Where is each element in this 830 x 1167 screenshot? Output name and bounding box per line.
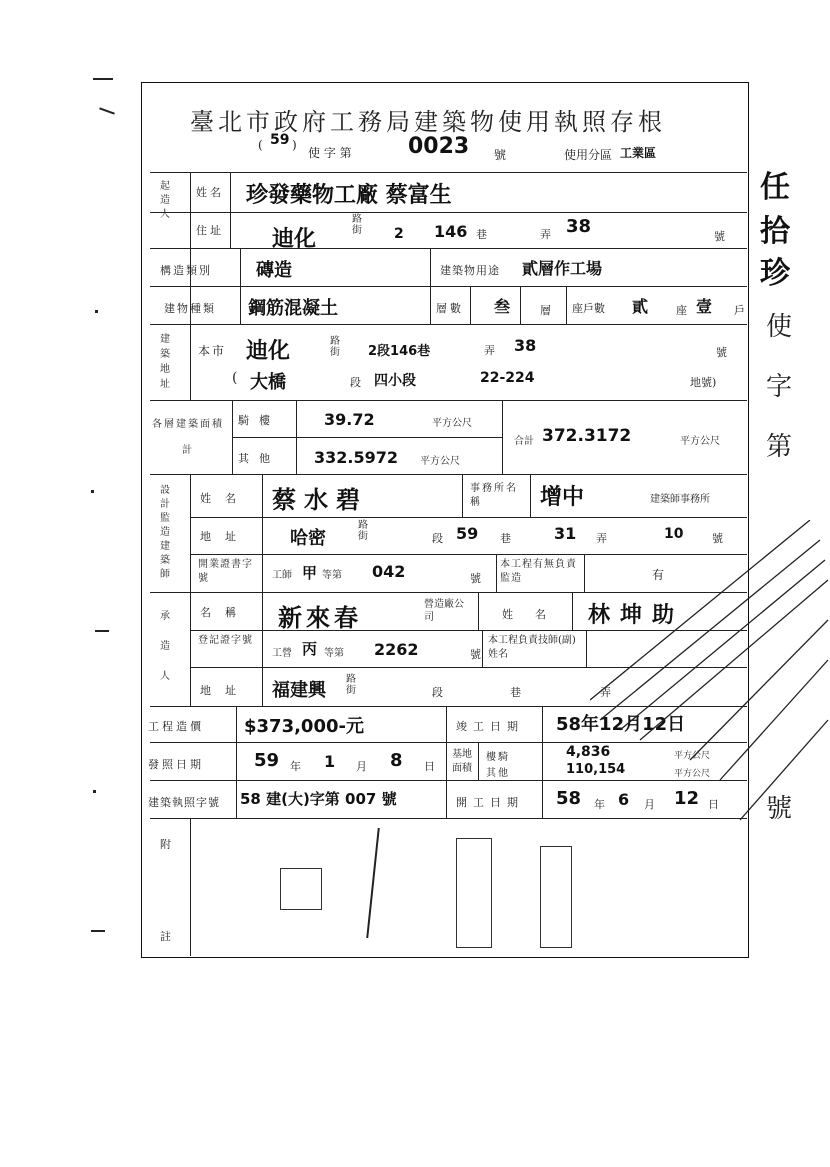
issue-year-unit: 年	[290, 760, 301, 773]
building-use-label: 建築物用途	[440, 264, 500, 277]
hatch-overlay	[590, 520, 830, 900]
designer-resp-value: 有	[652, 568, 665, 582]
note-stamp-3	[540, 846, 572, 948]
contractor-addr-alley-label: 弄	[600, 686, 611, 699]
contractor-addr-road: 路街	[346, 674, 356, 696]
contractor-reg-grade: 丙	[302, 640, 318, 658]
notes-label-top: 附	[160, 838, 171, 851]
area-label: 各層建築面積計	[152, 419, 224, 456]
designer-license-char: 等第	[322, 570, 342, 581]
building-units-value: 貳	[632, 297, 649, 316]
designer-office-label: 事務所名稱	[470, 483, 518, 508]
notes-label-bottom: 註	[160, 930, 171, 943]
site-lot-section-label: 段	[350, 376, 361, 389]
building-units-hu-value: 壹	[696, 297, 713, 316]
designer-resp-label: 本工程有無負責監造	[500, 559, 577, 584]
start-year-unit: 年	[594, 798, 605, 811]
designer-addr-lane: 59	[456, 524, 479, 543]
contractor-person-label: 姓名	[502, 608, 568, 621]
contractor-reg-prefix: 工營	[272, 648, 292, 659]
building-units-label: 座戶數	[572, 302, 605, 315]
building-floors-label: 層數	[436, 302, 464, 315]
owner-addr-road: 路街	[352, 214, 362, 236]
area-sqm-1: 平方公尺	[432, 418, 472, 429]
contractor-addr-value: 福建興	[272, 680, 326, 701]
base-ground-label: 樓騎	[486, 752, 510, 763]
site-lot-label: 地號)	[690, 376, 717, 389]
site-lot-sub: 四小段	[374, 373, 416, 389]
designer-license-hao: 號	[470, 572, 481, 585]
contractor-addr-label: 地址	[200, 684, 250, 697]
site-lot-section: 大橋	[250, 372, 286, 393]
contractor-person-value: 林坤助	[588, 603, 685, 628]
owner-addr-alley-label: 弄	[540, 228, 551, 241]
contractor-reg-hao: 號	[470, 648, 481, 661]
building-units-hu: 戶	[734, 304, 745, 317]
issue-month-unit: 月	[356, 760, 367, 773]
designer-license-grade: 甲	[302, 564, 318, 582]
designer-license-prefix: 工師	[272, 570, 292, 581]
owner-addr-value: 迪化	[272, 227, 317, 252]
contractor-reg-no: 2262	[374, 640, 419, 659]
designer-addr-road: 路街	[358, 520, 368, 542]
issue-year: 59	[254, 750, 280, 771]
site-city: 本市	[198, 344, 227, 358]
side-char-2: 珍	[760, 256, 790, 291]
start-month: 6	[618, 790, 630, 809]
issue-label: 發照日期	[148, 758, 204, 771]
hao-label: 號	[494, 148, 507, 162]
base-label: 基地面積	[452, 749, 472, 774]
zone-label: 使用分區	[564, 148, 613, 162]
issue-month: 1	[324, 752, 336, 771]
finish-label: 竣工日期	[456, 720, 524, 733]
finish-value: 58年12月12日	[556, 714, 686, 735]
site-lot-open: (	[232, 370, 238, 386]
contractor-name-label: 名稱	[200, 606, 250, 619]
designer-addr-no: 10	[664, 526, 684, 542]
contractor-tech-label: 本工程負責技師(副)姓名	[488, 635, 576, 660]
owner-addr-label: 住址	[196, 224, 224, 237]
side-char-3: 使	[766, 312, 793, 342]
designer-addr-alley: 31	[554, 524, 577, 543]
side-char-6: 號	[766, 794, 793, 824]
contractor-addr-section-label: 段	[432, 686, 443, 699]
side-char-4: 字	[766, 372, 793, 402]
building-kind-value: 鋼筋混凝土	[248, 298, 338, 319]
contractor-reg-label: 登記證字號	[198, 635, 253, 646]
designer-office-suffix: 建築師事務所	[650, 494, 710, 505]
building-floors-unit: 層	[540, 304, 551, 317]
designer-office-value: 增中	[540, 485, 585, 510]
cost-label: 工程造價	[148, 720, 204, 733]
permit-value: 58 建(大)字第 007 號	[240, 790, 397, 808]
issue-day: 8	[390, 750, 403, 771]
cost-value: $373,000-元	[244, 716, 364, 737]
site-section: 2段146巷	[368, 344, 431, 359]
base-ground-value: 4,836	[566, 744, 611, 760]
designer-name-label: 姓名	[200, 492, 250, 505]
owner-name-value: 珍發藥物工廠 蔡富生	[246, 183, 452, 208]
start-year: 58	[556, 788, 582, 809]
base-sqm-2: 平方公尺	[674, 769, 711, 779]
site-no: 38	[514, 336, 537, 355]
designer-addr-alley-label: 弄	[596, 532, 607, 545]
contractor-reg-char: 等第	[324, 648, 344, 659]
area-ground-label: 騎樓	[238, 414, 280, 427]
designer-name-value: 蔡水碧	[272, 486, 368, 514]
owner-name-label: 姓名	[196, 186, 224, 199]
permit-label: 建築執照字號	[148, 796, 220, 809]
owner-addr-lane: 146	[434, 222, 468, 241]
area-other-value: 332.5972	[314, 448, 399, 467]
site-alley-label: 弄	[484, 344, 495, 357]
side-char-1: 拾	[760, 214, 790, 249]
owner-addr-section: 2	[394, 226, 404, 242]
site-label: 建築地址	[160, 334, 170, 390]
area-total-value: 372.3172	[542, 426, 632, 446]
building-units-zuo: 座	[676, 304, 687, 317]
area-sqm-2: 平方公尺	[420, 456, 460, 467]
designer-license-no: 042	[372, 562, 406, 581]
area-total-label: 合計	[514, 436, 534, 447]
form-title: 臺北市政府工務局建築物使用執照存根	[190, 108, 666, 136]
base-sqm-1: 平方公尺	[674, 751, 711, 761]
serial-value: 0023	[408, 134, 470, 159]
area-ground-value: 39.72	[324, 410, 375, 429]
site-road-label: 路街	[330, 336, 340, 358]
building-use-value: 貳層作工場	[522, 259, 603, 278]
note-stamp-2	[456, 838, 492, 948]
designer-group-label: 設計監造建築師	[160, 485, 170, 580]
contractor-group-label: 承造人	[160, 611, 170, 682]
start-label: 開工日期	[456, 796, 524, 809]
designer-license-label: 開業證書字號	[198, 559, 253, 584]
base-other-value: 110,154	[566, 762, 626, 777]
year-value: 59	[270, 132, 290, 148]
start-day-unit: 日	[708, 798, 719, 811]
building-type-value: 磚造	[256, 260, 292, 281]
area-sqm-3: 平方公尺	[680, 436, 720, 447]
site-no-label: 號	[716, 346, 727, 359]
side-char-5: 第	[766, 432, 793, 462]
owner-addr-no: 38	[566, 216, 592, 237]
use-char-label: 使 字 第	[308, 146, 352, 160]
side-char-0: 任	[760, 170, 790, 205]
designer-addr-section-label: 段	[432, 532, 443, 545]
site-road: 迪化	[246, 339, 291, 364]
designer-addr-value: 哈密	[290, 528, 326, 549]
building-floors-value: 叁	[494, 297, 511, 316]
building-kind-label: 建物種類	[164, 302, 216, 315]
start-day: 12	[674, 788, 700, 809]
start-month-unit: 月	[644, 798, 655, 811]
designer-addr-label: 地址	[200, 530, 250, 543]
owner-addr-lane-label: 巷	[476, 228, 487, 241]
permit-number-row: ( 59 ) 使 字 第 0023 號 使用分區 工業區	[258, 132, 657, 162]
building-type-label: 構造類別	[160, 264, 212, 277]
note-stamp-1	[280, 868, 322, 910]
margin-marks	[85, 70, 125, 970]
contractor-company-type: 營造廠公司	[424, 599, 464, 623]
area-other-label: 其他	[238, 452, 280, 465]
zone-value: 工業區	[620, 146, 657, 160]
site-lot-no: 22-224	[480, 370, 535, 386]
contractor-addr-lane-label: 巷	[510, 686, 521, 699]
issue-day-unit: 日	[424, 760, 435, 773]
designer-addr-lane-label: 巷	[500, 532, 511, 545]
contractor-name-value: 新來春	[278, 604, 362, 632]
base-other-label: 其他	[486, 768, 510, 779]
owner-group-label: 起造人	[160, 181, 170, 220]
designer-addr-no-label: 號	[712, 532, 723, 545]
owner-addr-hao: 號	[714, 230, 725, 243]
